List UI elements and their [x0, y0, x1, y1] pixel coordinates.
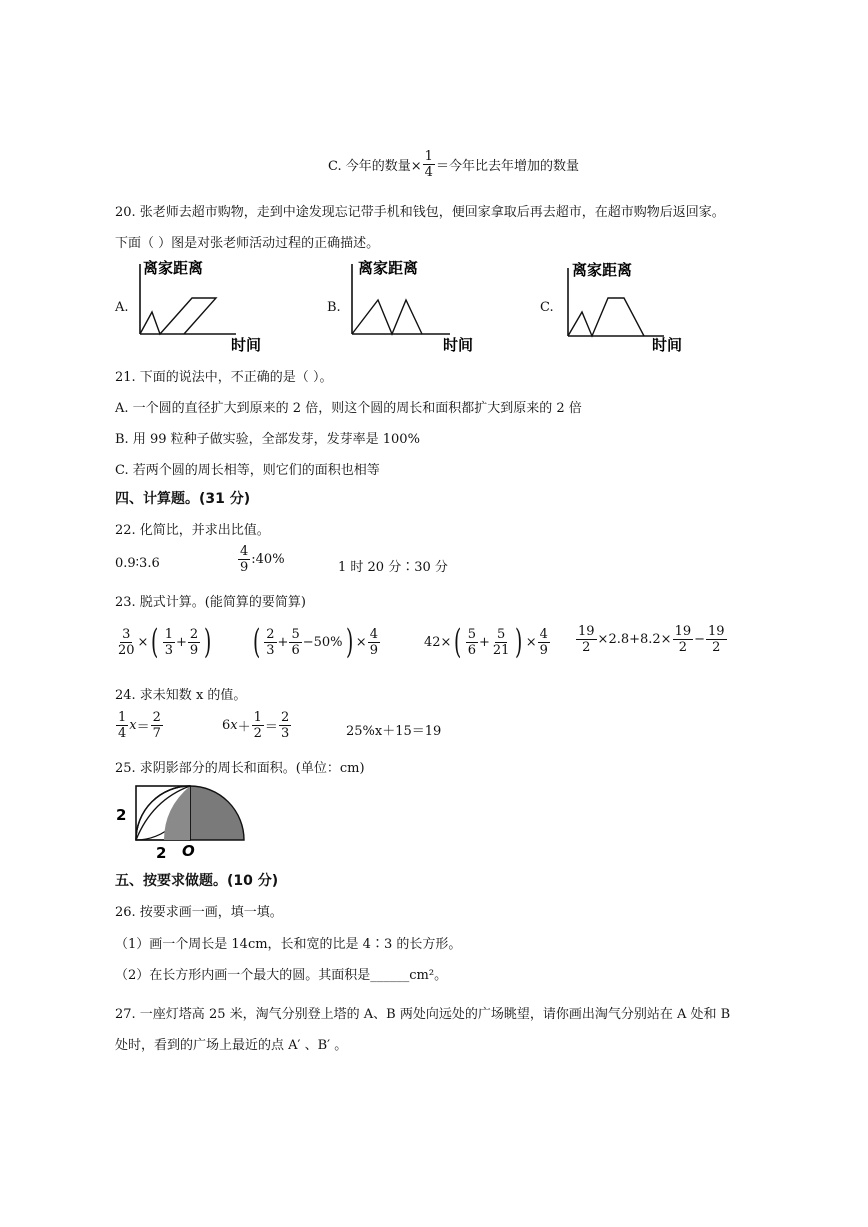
q27-stem-line1: 27. 一座灯塔高 25 米，淘气分别登上塔的 A、B 两处向远处的广场眺望，请你画出淘气分别站在 A 处和 B: [115, 1007, 731, 1022]
q26-part-1: （1）画一个周长是 14cm，长和宽的比是 4∶3 的长方形。: [115, 937, 462, 952]
q22-expr-1: 0.9∶3.6: [115, 556, 160, 571]
q22-expr-2: $\frac{4}{9}$ :40%: [240, 544, 285, 575]
q22-expr-3: 1 时 20 分∶30 分: [338, 560, 448, 575]
q20-graph-c-xlabel: 时间: [652, 336, 683, 354]
q20-graph-b: [346, 258, 481, 354]
q21-stem: 21. 下面的说法中，不正确的是（ ）。: [115, 370, 333, 385]
q25-label-o: O: [182, 842, 195, 860]
q20-option-b-label: B.: [327, 300, 341, 315]
q24-expr-1: $\frac{1}{4}$ x ＝ $\frac{2}{7}$: [118, 710, 161, 741]
q20-option-c-label: C.: [540, 300, 554, 315]
q25-stem: 25. 求阴影部分的周长和面积。(单位：cm): [115, 761, 365, 776]
q25-figure: [112, 780, 252, 862]
q25-label-side: 2: [116, 806, 127, 824]
q20-graph-b-ylabel: 离家距离: [358, 259, 419, 277]
q20-stem-line2: 下面（ ）图是对张老师活动过程的正确描述。: [115, 236, 380, 251]
q20-graph-a-xlabel: 时间: [231, 336, 262, 354]
section-4-heading: 四、计算题。(31 分): [115, 491, 251, 507]
q23-expr-2: ( $\frac{2}{3}$ + $\frac{5}{6}$ −50% ) × $\frac{4}{9}$: [252, 622, 378, 662]
q21-option-b: B. 用 99 粒种子做实验，全部发芽，发芽率是 100%: [115, 432, 420, 447]
q22-stem: 22. 化简比，并求出比值。: [115, 523, 270, 538]
q20-option-a-label: A.: [115, 300, 129, 315]
q20-graph-c-line: [568, 298, 644, 336]
q24-expr-2: 6 x ＋ $\frac{1}{2}$ ＝ $\frac{2}{3}$: [222, 710, 290, 741]
q20-graph-b-line: [352, 300, 422, 334]
q26-part-2: （2）在长方形内画一个最大的圆。其面积是______cm²。: [115, 968, 448, 983]
q23-expr-1: $\frac{3}{20}$ × ( $\frac{1}{3}$ + $\frac{2}{9}$ ): [118, 622, 212, 662]
q19-c-suffix: ＝今年比去年增加的数量: [435, 159, 579, 174]
q19-c-fraction: $\frac{1}{4}$: [424, 149, 433, 180]
q19-option-c: [328, 150, 579, 179]
q21-option-a: A. 一个圆的直径扩大到原来的 2 倍，则这个圆的周长和面积都扩大到原来的 2 倍: [115, 401, 582, 416]
q21-option-c: C. 若两个圆的周长相等，则它们的面积也相等: [115, 463, 380, 478]
q26-stem: 26. 按要求画一画，填一填。: [115, 905, 283, 920]
section-5-heading: 五、按要求做题。(10 分): [115, 873, 279, 889]
q24-stem: 24. 求未知数 x 的值。: [115, 688, 247, 703]
q24-expr-3: 25%x＋15＝19: [346, 724, 442, 739]
q20-graph-c: [562, 260, 697, 356]
q20-graph-a-line: [140, 298, 216, 334]
q23-expr-4: $\frac{19}{2}$ ×2.8+8.2× $\frac{19}{2}$ − $\frac{19}{2}$: [578, 624, 725, 655]
q20-graph-b-xlabel: 时间: [443, 336, 474, 354]
q27-stem-line2: 处时，看到的广场上最近的点 A′ 、B′ 。: [115, 1038, 348, 1053]
q23-expr-3: 42× ( $\frac{5}{6}$ + $\frac{5}{21}$ ) × $\frac{4}{9}$: [424, 622, 548, 662]
q20-graph-c-ylabel: 离家距离: [572, 261, 633, 279]
q20-stem-line1: 20. 张老师去超市购物，走到中途发现忘记带手机和钱包，便回家拿取后再去超市，在超市购物后返回家。: [115, 205, 725, 220]
q20-graph-a-ylabel: 离家距离: [143, 259, 204, 277]
q23-stem: 23. 脱式计算。(能简算的要简算): [115, 595, 306, 610]
q25-shaded-quarter: [190, 786, 244, 840]
q20-graph-a: [136, 258, 271, 354]
q25-label-bottom: 2: [156, 844, 167, 862]
q19-c-prefix: C. 今年的数量×: [328, 159, 422, 174]
